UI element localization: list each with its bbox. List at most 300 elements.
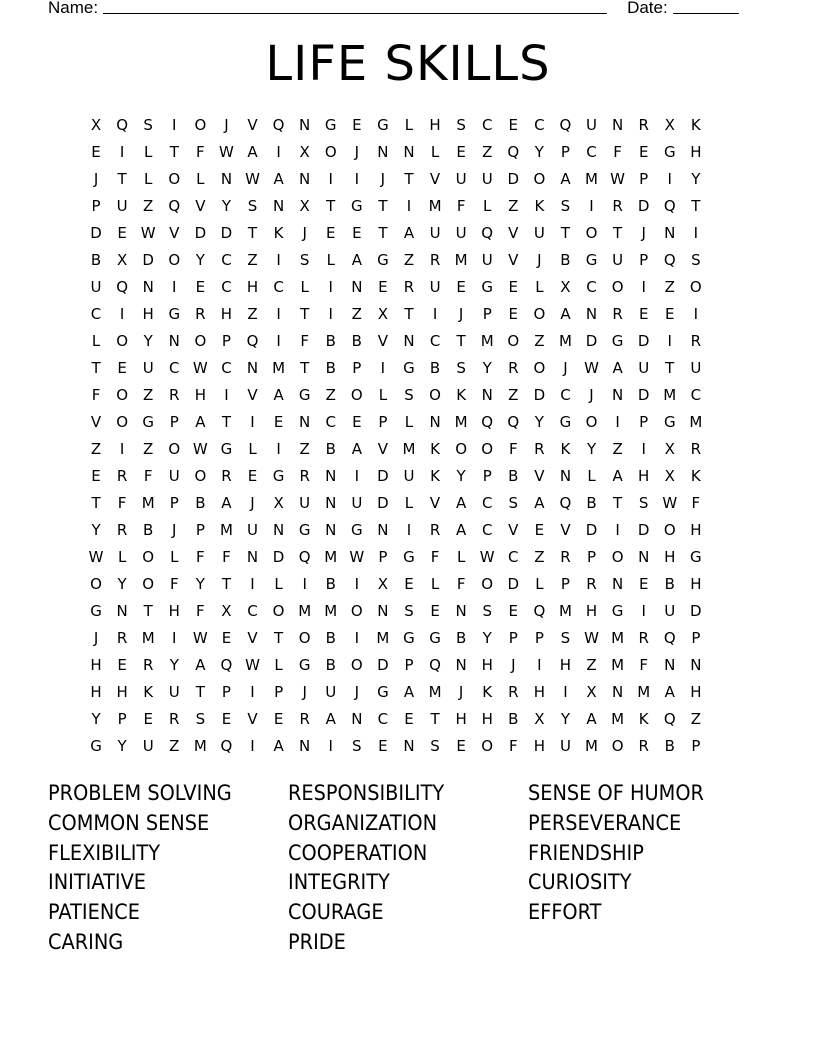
grid-row <box>83 598 735 625</box>
grid-letter: I <box>276 305 281 323</box>
grid-letter: N <box>299 116 311 134</box>
grid-letter: X <box>664 440 675 458</box>
grid-letter: M <box>454 251 468 269</box>
grid-row <box>83 463 735 490</box>
grid-letter: O <box>116 413 129 431</box>
grid-letter: G <box>90 737 102 755</box>
grid-letter: O <box>429 386 441 404</box>
grid-letter: H <box>90 656 102 674</box>
grid-letter: W <box>192 359 208 377</box>
grid-letter: G <box>611 602 624 620</box>
grid-letter: J <box>302 224 307 242</box>
grid-letter: N <box>246 548 259 566</box>
grid-letter: X <box>116 251 128 269</box>
grid-letter: P <box>534 629 544 647</box>
name-blank-line[interactable] <box>103 0 607 14</box>
grid-row <box>83 139 735 166</box>
grid-letter: L <box>170 548 179 566</box>
grid-letter: J <box>589 386 594 404</box>
grid-letter: T <box>117 170 127 188</box>
grid-letter: V <box>90 413 102 431</box>
grid-row <box>83 328 735 355</box>
grid-letter: A <box>560 305 571 323</box>
grid-letter: Z <box>508 386 519 404</box>
grid-letter: D <box>272 548 285 566</box>
grid-letter: U <box>247 521 258 539</box>
grid-letter: R <box>690 332 702 350</box>
grid-row <box>83 409 735 436</box>
grid-letter: P <box>508 629 518 647</box>
grid-row <box>83 193 735 220</box>
grid-letter: M <box>454 413 468 431</box>
grid-letter: H <box>690 521 702 539</box>
grid-letter: Q <box>298 548 311 566</box>
grid-letter: D <box>507 170 520 188</box>
grid-letter: E <box>508 278 519 296</box>
grid-letter: E <box>117 359 127 377</box>
grid-letter: E <box>352 224 362 242</box>
grid-letter: O <box>585 224 598 242</box>
grid-letter: R <box>116 629 128 647</box>
grid-letter: N <box>403 737 415 755</box>
grid-letter: P <box>117 710 127 728</box>
word-list-item: ORGANIZATION <box>288 810 438 835</box>
grid-letter: P <box>691 629 701 647</box>
grid-letter: T <box>221 575 232 593</box>
grid-letter: C <box>560 386 571 404</box>
grid-letter: R <box>429 251 441 269</box>
grid-letter: E <box>404 710 414 728</box>
grid-letter: L <box>430 143 440 161</box>
grid-letter: I <box>250 737 255 755</box>
grid-letter: P <box>169 494 179 512</box>
grid-letter: G <box>90 602 102 620</box>
grid-letter: Q <box>663 251 676 269</box>
grid-letter: M <box>428 683 442 701</box>
grid-letter: H <box>638 467 650 485</box>
grid-letter: S <box>247 197 258 215</box>
grid-letter: U <box>586 116 598 134</box>
grid-letter: T <box>91 494 101 512</box>
grid-letter: N <box>299 170 311 188</box>
grid-row <box>83 112 735 139</box>
grid-letter: G <box>298 656 311 674</box>
grid-letter: O <box>350 656 363 674</box>
grid-letter: E <box>91 143 101 161</box>
grid-letter: Y <box>91 521 101 539</box>
grid-letter: R <box>299 710 310 728</box>
grid-letter: T <box>691 197 701 215</box>
grid-letter: Q <box>116 116 129 134</box>
grid-letter: O <box>585 413 598 431</box>
grid-letter: X <box>90 116 102 134</box>
grid-letter: I <box>328 737 333 755</box>
word-list-item: PATIENCE <box>48 900 140 925</box>
grid-letter: F <box>508 737 518 755</box>
grid-letter: C <box>690 386 702 404</box>
word-list-item: COOPERATION <box>288 840 428 865</box>
grid-letter: H <box>116 683 128 701</box>
grid-letter: D <box>585 521 598 539</box>
grid-letter: P <box>378 548 388 566</box>
grid-letter: O <box>663 521 676 539</box>
grid-letter: X <box>377 305 389 323</box>
word-list-item: CARING <box>48 929 124 954</box>
grid-letter: Z <box>586 656 597 674</box>
grid-letter: S <box>638 494 649 512</box>
grid-letter: F <box>196 548 205 566</box>
grid-letter: A <box>351 251 362 269</box>
grid-letter: T <box>404 170 414 188</box>
grid-letter: O <box>324 143 337 161</box>
grid-letter: V <box>377 332 389 350</box>
grid-letter: V <box>534 467 545 485</box>
grid-letter: W <box>219 143 234 161</box>
grid-letter: D <box>533 386 546 404</box>
grid-letter: R <box>638 737 649 755</box>
grid-letter: R <box>403 278 415 296</box>
grid-letter: H <box>246 278 259 296</box>
grid-letter: L <box>535 278 544 296</box>
page-title: LIFE SKILLS <box>265 36 551 92</box>
grid-letter: Y <box>534 413 544 431</box>
grid-letter: E <box>534 521 545 539</box>
grid-letter: N <box>664 656 676 674</box>
grid-letter: I <box>537 656 542 674</box>
grid-letter: S <box>456 116 466 134</box>
grid-letter: O <box>168 440 181 458</box>
grid-letter: N <box>272 521 285 539</box>
word-list-item: COMMON SENSE <box>48 810 210 835</box>
grid-letter: O <box>350 386 363 404</box>
grid-letter: Z <box>299 440 310 458</box>
grid-letter: E <box>404 575 414 593</box>
grid-letter: L <box>274 656 283 674</box>
grid-letter: E <box>326 224 336 242</box>
grid-letter: R <box>169 386 180 404</box>
word-list-item: INITIATIVE <box>48 870 146 895</box>
grid-letter: B <box>508 467 519 485</box>
grid-letter: K <box>690 116 701 134</box>
grid-letter: F <box>91 386 101 404</box>
grid-letter: G <box>298 521 311 539</box>
grid-letter: H <box>194 386 206 404</box>
grid-letter: N <box>611 575 624 593</box>
grid-letter: B <box>325 359 336 377</box>
grid-letter: M <box>324 602 338 620</box>
grid-letter: N <box>377 521 389 539</box>
grid-letter: G <box>403 548 415 566</box>
grid-letter: B <box>325 440 336 458</box>
grid-letter: O <box>689 278 702 296</box>
grid-letter: I <box>172 629 177 647</box>
grid-letter: D <box>142 251 154 269</box>
grid-letter: Z <box>482 143 493 161</box>
grid-letter: I <box>641 602 646 620</box>
grid-letter: P <box>169 413 179 431</box>
grid-letter: A <box>325 710 336 728</box>
grid-letter: R <box>221 467 232 485</box>
grid-letter: W <box>245 170 260 188</box>
grid-letter: A <box>273 737 284 755</box>
grid-letter: W <box>88 548 104 566</box>
grid-letter: B <box>325 629 336 647</box>
grid-letter: T <box>195 683 205 701</box>
grid-letter: O <box>168 170 181 188</box>
grid-row <box>83 355 735 382</box>
grid-letter: G <box>403 629 415 647</box>
grid-letter: A <box>612 359 623 377</box>
grid-letter: H <box>690 683 702 701</box>
grid-letter: S <box>404 602 414 620</box>
grid-letter: D <box>377 467 389 485</box>
grid-letter: M <box>141 494 155 512</box>
date-blank-line[interactable] <box>673 0 739 14</box>
grid-letter: N <box>690 656 702 674</box>
grid-letter: I <box>276 440 281 458</box>
grid-letter: Y <box>195 251 205 269</box>
grid-letter: E <box>430 602 440 620</box>
grid-letter: C <box>429 332 441 350</box>
grid-letter: O <box>455 440 468 458</box>
grid-letter: E <box>143 710 153 728</box>
grid-letter: V <box>429 170 441 188</box>
grid-letter: M <box>689 413 703 431</box>
grid-letter: D <box>637 521 650 539</box>
grid-letter: C <box>247 602 258 620</box>
grid-letter: I <box>276 332 281 350</box>
grid-letter: P <box>639 251 649 269</box>
grid-letter: O <box>142 548 155 566</box>
grid-letter: D <box>637 386 650 404</box>
grid-letter: C <box>221 278 232 296</box>
grid-letter: S <box>560 197 571 215</box>
grid-letter: M <box>219 521 233 539</box>
grid-letter: E <box>247 467 258 485</box>
grid-letter: R <box>690 440 702 458</box>
grid-row <box>83 436 735 463</box>
grid-letter: I <box>328 278 333 296</box>
grid-row <box>83 247 735 274</box>
grid-letter: T <box>613 494 623 512</box>
grid-letter: B <box>508 710 519 728</box>
grid-letter: A <box>403 224 415 242</box>
grid-letter: O <box>611 737 624 755</box>
grid-letter: O <box>533 359 546 377</box>
grid-letter: G <box>429 629 441 647</box>
grid-letter: X <box>560 278 571 296</box>
grid-letter: J <box>302 683 307 701</box>
grid-letter: M <box>298 602 312 620</box>
word-list-item: EFFORT <box>528 900 602 925</box>
grid-letter: L <box>144 170 153 188</box>
grid-row <box>83 301 735 328</box>
grid-letter: C <box>90 305 102 323</box>
grid-letter: R <box>116 467 128 485</box>
grid-letter: V <box>195 197 206 215</box>
grid-letter: J <box>93 629 99 647</box>
grid-letter: W <box>140 224 156 242</box>
name-label: Name: <box>48 0 99 17</box>
grid-letter: T <box>456 332 466 350</box>
grid-letter: E <box>91 467 101 485</box>
grid-letter: D <box>220 224 233 242</box>
grid-letter: T <box>326 197 336 215</box>
grid-letter: F <box>508 440 518 458</box>
grid-letter: Z <box>664 278 675 296</box>
grid-letter: S <box>430 737 440 755</box>
grid-letter: Z <box>143 386 154 404</box>
grid-letter: D <box>637 332 650 350</box>
grid-letter: T <box>221 413 232 431</box>
grid-letter: F <box>143 467 153 485</box>
grid-letter: O <box>116 332 129 350</box>
grid-letter: U <box>142 359 154 377</box>
grid-letter: F <box>300 332 309 350</box>
grid-letter: I <box>354 170 360 188</box>
grid-letter: O <box>194 116 207 134</box>
grid-letter: W <box>349 548 365 566</box>
grid-letter: N <box>351 710 363 728</box>
grid-letter: H <box>142 305 154 323</box>
grid-letter: S <box>299 251 310 269</box>
grid-letter: J <box>354 683 360 701</box>
grid-letter: I <box>589 197 594 215</box>
grid-row <box>83 733 735 760</box>
grid-letter: W <box>245 656 260 674</box>
word-list-item: FRIENDSHIP <box>528 840 644 865</box>
grid-letter: P <box>404 656 414 674</box>
grid-row <box>83 571 735 598</box>
grid-letter: N <box>246 359 259 377</box>
grid-letter: V <box>560 521 571 539</box>
grid-letter: B <box>455 629 467 647</box>
grid-letter: Z <box>508 197 519 215</box>
grid-letter: Y <box>221 197 232 215</box>
grid-letter: I <box>354 629 360 647</box>
grid-letter: M <box>376 629 390 647</box>
grid-letter: A <box>534 494 545 512</box>
grid-letter: D <box>194 224 207 242</box>
grid-letter: N <box>220 170 233 188</box>
grid-letter: X <box>586 683 597 701</box>
grid-letter: V <box>247 710 258 728</box>
grid-letter: I <box>667 170 672 188</box>
grid-letter: M <box>193 737 207 755</box>
grid-row <box>83 706 735 733</box>
grid-letter: B <box>351 332 362 350</box>
grid-letter: Q <box>481 224 494 242</box>
grid-letter: V <box>508 521 519 539</box>
word-list-item: COURAGE <box>288 900 384 925</box>
grid-letter: I <box>224 386 229 404</box>
grid-letter: O <box>533 170 546 188</box>
grid-letter: G <box>559 413 572 431</box>
grid-letter: I <box>119 305 125 323</box>
grid-letter: A <box>456 494 467 512</box>
grid-letter: Y <box>456 467 466 485</box>
grid-row <box>83 274 735 301</box>
grid-letter: X <box>273 494 284 512</box>
grid-letter: G <box>663 143 676 161</box>
grid-letter: I <box>432 305 438 323</box>
grid-letter: C <box>508 548 519 566</box>
grid-letter: R <box>534 440 545 458</box>
grid-letter: A <box>351 440 362 458</box>
grid-letter: S <box>195 710 206 728</box>
grid-letter: M <box>324 548 338 566</box>
grid-letter: P <box>482 305 492 323</box>
grid-letter: U <box>168 683 180 701</box>
grid-letter: T <box>430 710 440 728</box>
grid-letter: H <box>90 683 102 701</box>
grid-letter: U <box>533 224 545 242</box>
grid-letter: Q <box>559 494 572 512</box>
grid-letter: E <box>638 575 649 593</box>
grid-letter: U <box>481 170 493 188</box>
grid-letter: Y <box>586 440 597 458</box>
grid-letter: Y <box>560 710 571 728</box>
grid-letter: D <box>377 656 389 674</box>
grid-letter: P <box>560 575 570 593</box>
word-column <box>48 779 288 958</box>
grid-letter: O <box>272 602 285 620</box>
grid-letter: Z <box>403 251 415 269</box>
grid-letter: U <box>142 737 154 755</box>
grid-letter: R <box>195 305 206 323</box>
grid-letter: V <box>247 386 258 404</box>
grid-letter: J <box>224 116 229 134</box>
grid-letter: E <box>221 629 232 647</box>
grid-letter: P <box>221 332 231 350</box>
grid-letter: R <box>299 467 310 485</box>
grid-letter: Q <box>663 629 676 647</box>
grid-letter: N <box>403 332 415 350</box>
grid-letter: C <box>325 413 336 431</box>
grid-row <box>83 679 735 706</box>
grid-letter: E <box>195 278 206 296</box>
grid-letter: E <box>221 710 232 728</box>
grid-letter: J <box>93 170 99 188</box>
grid-letter: K <box>273 224 284 242</box>
grid-letter: Z <box>690 710 701 728</box>
grid-letter: L <box>404 116 414 134</box>
grid-letter: Z <box>351 305 362 323</box>
grid-letter: Z <box>534 548 545 566</box>
grid-letter: G <box>272 467 285 485</box>
grid-letter: I <box>693 224 699 242</box>
grid-letter: R <box>116 521 128 539</box>
grid-letter: B <box>586 494 597 512</box>
grid-letter: G <box>298 386 311 404</box>
grid-letter: Y <box>117 737 127 755</box>
grid-letter: L <box>430 575 440 593</box>
grid-letter: H <box>429 116 441 134</box>
grid-letter: P <box>691 737 701 755</box>
grid-letter: Q <box>533 602 546 620</box>
grid-letter: L <box>378 386 388 404</box>
grid-letter: T <box>274 629 284 647</box>
grid-letter: L <box>248 440 257 458</box>
grid-letter: I <box>380 359 386 377</box>
grid-letter: J <box>641 224 646 242</box>
grid-letter: E <box>117 656 127 674</box>
grid-letter: I <box>172 116 177 134</box>
grid-letter: R <box>586 575 597 593</box>
grid-letter: L <box>300 278 309 296</box>
grid-letter: G <box>481 278 494 296</box>
grid-letter: H <box>168 602 180 620</box>
